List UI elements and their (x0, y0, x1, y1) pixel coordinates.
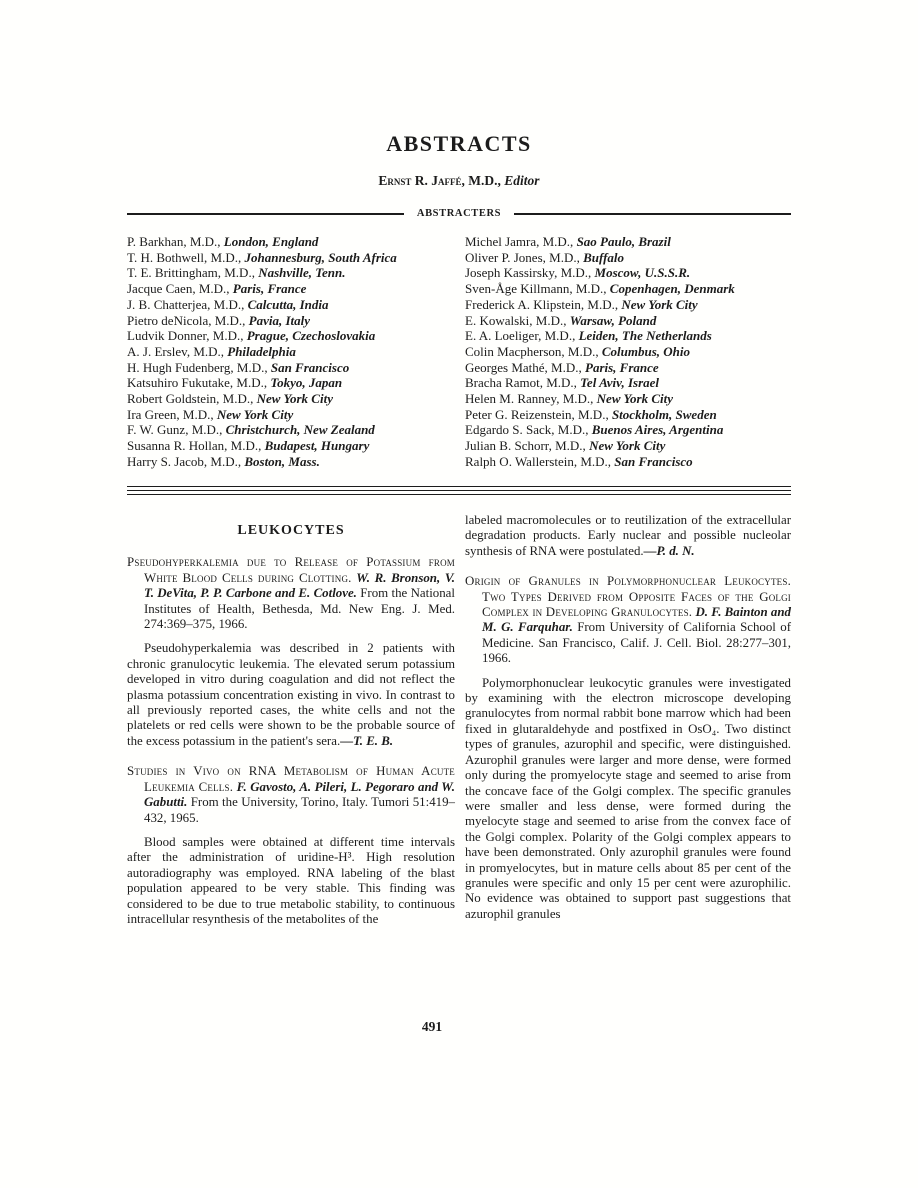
abstract-body-continuation (465, 513, 791, 559)
abstracter-location: New York City (621, 296, 698, 312)
abstracter-name: Michel Jamra, M.D., (465, 234, 574, 249)
abstract-body-text: Pseudohyperkalemia was described in 2 patients with chronic granulocytic leukemia. The elevated serum potassium developed in vitro during coagulation and did not reflect the plasma potassium concentration existing in vivo. In contrast to all previously reported cases, the white cells and not the platelets or red cells were shown to be the probable source of the excess potassium in the patient's sera. (127, 641, 455, 748)
abstracter-name: Edgardo S. Sack, M.D., (465, 422, 589, 438)
abstracter-name: Susanna R. Hollan, M.D., (127, 438, 262, 454)
abstract-source: From University of California School of Medicine. San Francisco, Calif. J. Cell. Biol. 28:277–301, 1966. (482, 620, 791, 666)
abstracter-entry (127, 407, 461, 423)
abstracters-column-left (127, 234, 461, 470)
abstracter-entry (465, 454, 791, 470)
abstracter-location: Pavia, Italy (248, 312, 311, 328)
abstracter-location: Christchurch, New Zealand (225, 422, 375, 438)
editor-name: Ernst R. Jaffé, M.D., (378, 173, 501, 188)
abstract-signature: —T. E. B. (340, 733, 394, 748)
abstracter-entry (127, 344, 461, 360)
abstracter-entry (465, 360, 791, 376)
abstracter-entry (465, 328, 791, 344)
abstracter-location: Warsaw, Poland (569, 312, 657, 328)
abstracter-name: Frederick A. Klipstein, M.D., (465, 296, 619, 312)
page-title: ABSTRACTS (386, 131, 532, 156)
abstracter-entry (127, 360, 461, 376)
editor-role: Editor (504, 173, 540, 188)
abstract-heading (465, 574, 791, 666)
abstract-authors: D. F. Bainton and M. G. Farquhar. (482, 605, 791, 635)
abstracter-entry (127, 328, 461, 344)
abstract-source: From the National Institutes of Health, Bethesda, Md. New Eng. J. Med. 274:369–375, 1966. (144, 586, 455, 632)
abstracter-location: Stockholm, Sweden (611, 406, 717, 422)
abstract-authors: W. R. Bronson, V. T. DeVita, P. P. Carbone and E. Cotlove. (144, 570, 455, 601)
abstracter-name: E. A. Loeliger, M.D., (465, 328, 576, 344)
abstracter-location: Prague, Czechoslovakia (246, 328, 376, 344)
abstracter-location: New York City (256, 391, 333, 407)
abstracter-name: F. W. Gunz, M.D., (127, 422, 223, 438)
rule-left (127, 213, 404, 215)
abstracter-entry (127, 297, 461, 313)
page-number: 491 (421, 1019, 443, 1034)
divider-line (127, 490, 791, 491)
abstract-body-text: Polymorphonuclear leukocytic granules were investigated by examining with the electron microscope developing granulocytes from normal rabbit bone marrow which had been fixed in glutaraldehyde and postfixed in OsO₄. Two distinct types of granules, azurophil and specific, were distinguished. Azurophil granules were larger and more dense, were formed only during the promyelocyte stage and seemed to arise from the concave face of the Golgi complex. The specific granules were smaller and less dense, were formed during the myelocyte stage and seemed to arise from the convex face of the Golgi complex. Polarity of the Golgi complex appears to have been demonstrated. Only azurophil granules were found in promyelocytes, but in mature cells about 85 per cent of the granules were specific and only 15 per cent were azurophilic. No evidence was obtained to support past suggestions that azurophil granules (465, 675, 791, 921)
section-heading: LEUKOCYTES (237, 523, 345, 538)
abstracter-location: Tokyo, Japan (270, 375, 343, 391)
abstracter-entry (465, 407, 791, 423)
abstracter-location: New York City (596, 391, 673, 407)
abstract-body-text: Blood samples were obtained at different time intervals after the administration of uridine-H³. High resolution autoradiography was employed. RNA labeling of the blast population appeared to be very stable. This finding was considered to be due to true metabolic stability, to continuous intracellular resynthesis of the metabolites of the (127, 834, 455, 926)
abstracter-entry (127, 454, 461, 470)
abstract-signature: —P. d. N. (643, 543, 695, 558)
abstracter-location: Philadelphia (227, 343, 296, 359)
abstracter-entry (465, 313, 791, 329)
abstracter-entry (465, 375, 791, 391)
abstracter-name: Peter G. Reizenstein, M.D., (465, 406, 609, 422)
abstracter-location: Sao Paulo, Brazil (576, 234, 671, 249)
abstract-heading (127, 764, 455, 826)
abstracter-location: Johannesburg, South Africa (244, 249, 397, 265)
abstracter-entry (127, 422, 461, 438)
abstracter-location: Columbus, Ohio (601, 343, 691, 359)
abstracter-location: Paris, France (232, 281, 307, 297)
abstracter-entry (465, 297, 791, 313)
abstracter-name: Ralph O. Wallerstein, M.D., (465, 453, 612, 469)
abstracter-location: San Francisco (614, 453, 693, 469)
abstracter-entry (127, 234, 461, 250)
abstracter-location: Calcutta, India (247, 296, 329, 312)
abstracter-name: Bracha Ramot, M.D., (465, 375, 577, 391)
body-column-right (465, 513, 791, 940)
abstracters-list (127, 234, 791, 470)
abstracter-name: Harry S. Jacob, M.D., (127, 453, 242, 469)
abstracter-entry (127, 313, 461, 329)
abstracter-name: H. Hugh Fudenberg, M.D., (127, 359, 268, 375)
abstracter-location: San Francisco (270, 359, 350, 375)
abstracter-entry (465, 250, 791, 266)
abstracters-rule (127, 208, 791, 219)
rule-right (514, 213, 791, 215)
abstracter-location: New York City (589, 438, 666, 454)
abstract-body (127, 641, 455, 749)
abstracter-location: New York City (216, 406, 294, 422)
abstracter-name: Helen M. Ranney, M.D., (465, 391, 594, 407)
abstracter-name: Ira Green, M.D., (127, 406, 214, 422)
abstracter-name: Colin Macpherson, M.D., (465, 343, 599, 359)
abstracter-location: Buffalo (583, 249, 625, 265)
abstracter-entry (127, 281, 461, 297)
abstracter-entry (465, 438, 791, 454)
abstracter-location: Nashville, Tenn. (258, 265, 346, 281)
editor-line (0, 173, 918, 189)
abstract-body-text: labeled macromolecules or to reutilization of the extracellular degradation products. Early nuclear and possible nucleolar synthesis of RNA were postulated. (465, 513, 791, 558)
abstract-title: Pseudohyperkalemia due to Release of Potassium from White Blood Cells during Clotting. (127, 555, 455, 585)
abstracter-location: Tel Aviv, Israel (580, 375, 660, 391)
abstracter-entry (127, 391, 461, 407)
abstracter-location: London, England (223, 234, 319, 249)
abstracter-entry (127, 265, 461, 281)
abstracter-entry (465, 391, 791, 407)
abstracter-location: Paris, France (585, 359, 659, 375)
abstract-title: Studies in Vivo on RNA Metabolism of Human Acute Leukemia Cells. (127, 764, 455, 794)
abstracter-entry (127, 438, 461, 454)
abstracter-name: Oliver P. Jones, M.D., (465, 249, 580, 265)
abstracter-entry (465, 281, 791, 297)
abstract-heading (127, 555, 455, 632)
abstracters-heading: ABSTRACTERS (416, 208, 502, 219)
abstracter-name: Sven-Åge Killmann, M.D., (465, 281, 607, 297)
abstracter-name: P. Barkhan, M.D., (127, 234, 221, 249)
abstract-body (465, 676, 791, 923)
body-column-left (127, 513, 455, 940)
abstracter-entry (465, 265, 791, 281)
abstracter-entry (465, 422, 791, 438)
section-divider (127, 486, 791, 497)
abstracts-body (127, 513, 791, 940)
abstracter-location: Buenos Aires, Argentina (591, 422, 724, 438)
abstracter-location: Boston, Mass. (244, 453, 320, 469)
abstracter-location: Budapest, Hungary (264, 438, 370, 454)
abstracter-name: Katsuhiro Fukutake, M.D., (127, 375, 268, 391)
abstracter-name: Georges Mathé, M.D., (465, 359, 582, 375)
abstracter-name: Robert Goldstein, M.D., (127, 391, 254, 407)
abstracter-name: T. H. Bothwell, M.D., (127, 249, 242, 265)
abstract-authors: F. Gavosto, A. Pileri, L. Pegoraro and W. Gabutti. (144, 779, 455, 810)
abstracter-name: Pietro deNicola, M.D., (127, 312, 246, 328)
abstracter-name: Joseph Kassirsky, M.D., (465, 265, 592, 281)
abstracter-entry (127, 250, 461, 266)
abstracter-name: E. Kowalski, M.D., (465, 312, 567, 328)
abstracter-name: Jacque Caen, M.D., (127, 281, 230, 297)
abstract-body (127, 835, 455, 927)
abstract-title: Origin of Granules in Polymorphonuclear Leukocytes. Two Types Derived from Opposite Faces of the Golgi Complex in Developing Granulocytes. (465, 574, 791, 620)
abstracter-name: J. B. Chatterjea, M.D., (127, 296, 245, 312)
abstracters-column-right (465, 234, 791, 470)
abstracter-name: T. E. Brittingham, M.D., (127, 265, 255, 281)
divider-line (127, 494, 791, 495)
abstracter-name: Julian B. Schorr, M.D., (465, 438, 586, 454)
abstracter-name: A. J. Erslev, M.D., (127, 343, 225, 359)
divider-line (127, 486, 791, 487)
abstract-source: From the University, Torino, Italy. Tumori 51:419–432, 1965. (144, 795, 455, 825)
abstracter-entry (465, 344, 791, 360)
abstracter-location: Leiden, The Netherlands (578, 328, 712, 344)
abstracter-entry (465, 234, 791, 250)
abstracter-location: Moscow, U.S.S.R. (594, 265, 691, 281)
abstracter-entry (127, 375, 461, 391)
abstracter-location: Copenhagen, Denmark (609, 281, 735, 297)
abstracter-name: Ludvik Donner, M.D., (127, 328, 244, 344)
